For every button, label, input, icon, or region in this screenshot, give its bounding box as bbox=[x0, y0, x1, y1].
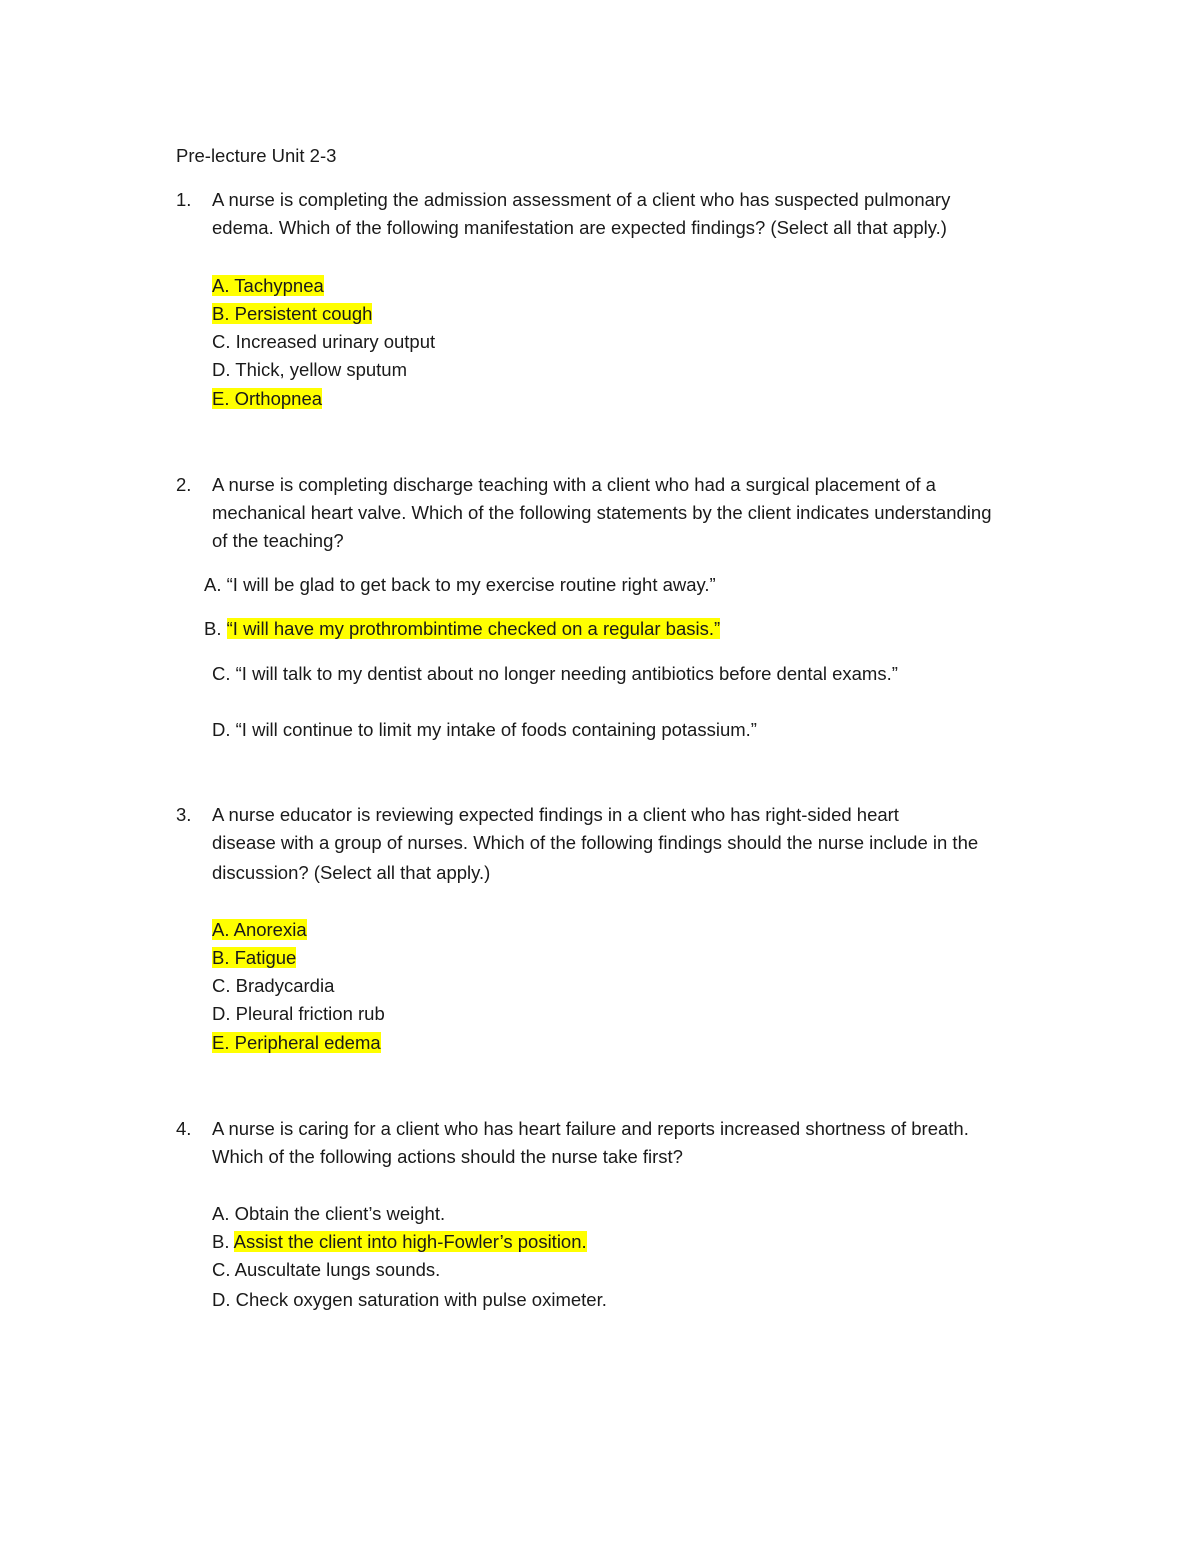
question-3-stem-line-3: discussion? (Select all that apply.) bbox=[212, 862, 491, 883]
question-2-stem-line-2: mechanical heart valve. Which of the following statements by the client indicates understanding bbox=[212, 502, 992, 523]
question-1-option-e: E. Orthopnea bbox=[212, 388, 323, 409]
question-4-option-a bbox=[212, 1202, 445, 1226]
question-4-option-c-text: Auscultate lungs sounds. bbox=[234, 1259, 441, 1280]
question-2-option-a-letter: A. bbox=[204, 574, 227, 595]
question-1-stem-line-2: edema. Which of the following manifestation are expected findings? (Select all that apply.) bbox=[212, 217, 947, 238]
question-2-option-c bbox=[212, 662, 898, 686]
question-2-option-a bbox=[204, 573, 716, 597]
question-2-option-b bbox=[204, 617, 720, 641]
question-4-option-b-letter: B. bbox=[212, 1231, 234, 1252]
question-3-stem-line-1: A nurse educator is reviewing expected findings in a client who has right-sided heart bbox=[212, 804, 899, 825]
question-2-option-a-text: “I will be glad to get back to my exercise routine right away.” bbox=[226, 574, 716, 595]
question-3-option-e: E. Peripheral edema bbox=[212, 1032, 381, 1053]
question-1-number: 1. bbox=[176, 189, 192, 210]
question-4-option-c bbox=[212, 1258, 440, 1282]
question-1-option-b: B. Persistent cough bbox=[212, 303, 373, 324]
question-4-option-b-text: Assist the client into high-Fowler’s position. bbox=[233, 1231, 587, 1252]
question-2-stem-line-1: A nurse is completing discharge teaching with a client who had a surgical placement of a bbox=[212, 474, 936, 495]
question-1-stem-line-1: A nurse is completing the admission assessment of a client who has suspected pulmonary bbox=[212, 189, 951, 210]
question-3-stem-line-2: disease with a group of nurses. Which of the following findings should the nurse include in the bbox=[212, 832, 979, 853]
question-2-option-b-text: “I will have my prothrombintime checked on a regular basis.” bbox=[226, 618, 721, 639]
question-3-option-b: B. Fatigue bbox=[212, 947, 297, 968]
question-4-option-c-letter: C. bbox=[212, 1259, 235, 1280]
question-3-option-a: A. Anorexia bbox=[212, 919, 307, 940]
question-4-option-a-text: Obtain the client’s weight. bbox=[234, 1203, 446, 1224]
question-4-option-a-letter: A. bbox=[212, 1203, 235, 1224]
question-1-option-a: A. Tachypnea bbox=[212, 275, 324, 296]
question-4-option-d-letter: D. bbox=[212, 1289, 236, 1310]
question-2-option-d bbox=[212, 718, 757, 742]
question-2-option-c-text: “I will talk to my dentist about no longer needing antibiotics before dental exams.” bbox=[235, 663, 898, 684]
question-2-stem-line-3: of the teaching? bbox=[212, 530, 344, 551]
question-1-option-c: C. Increased urinary output bbox=[212, 331, 436, 352]
question-4-option-d bbox=[212, 1288, 607, 1312]
question-1-option-d: D. Thick, yellow sputum bbox=[212, 359, 407, 380]
question-2-option-d-text: “I will continue to limit my intake of foods containing potassium.” bbox=[235, 719, 757, 740]
question-4-option-d-text: Check oxygen saturation with pulse oximeter. bbox=[235, 1289, 607, 1310]
question-4-number: 4. bbox=[176, 1118, 192, 1139]
question-4-stem-line-2: Which of the following actions should the nurse take first? bbox=[212, 1146, 683, 1167]
question-2-option-d-letter: D. bbox=[212, 719, 236, 740]
question-4-stem-line-1: A nurse is caring for a client who has heart failure and reports increased shortness of breath. bbox=[212, 1118, 969, 1139]
question-2-number: 2. bbox=[176, 474, 192, 495]
question-2-option-b-letter: B. bbox=[204, 618, 227, 639]
question-4-option-b bbox=[212, 1230, 587, 1254]
question-2-option-c-letter: C. bbox=[212, 663, 236, 684]
question-3-option-d: D. Pleural friction rub bbox=[212, 1003, 385, 1024]
document-title: Pre-lecture Unit 2-3 bbox=[176, 145, 337, 166]
question-3-option-c: C. Bradycardia bbox=[212, 975, 335, 996]
question-3-number: 3. bbox=[176, 804, 192, 825]
